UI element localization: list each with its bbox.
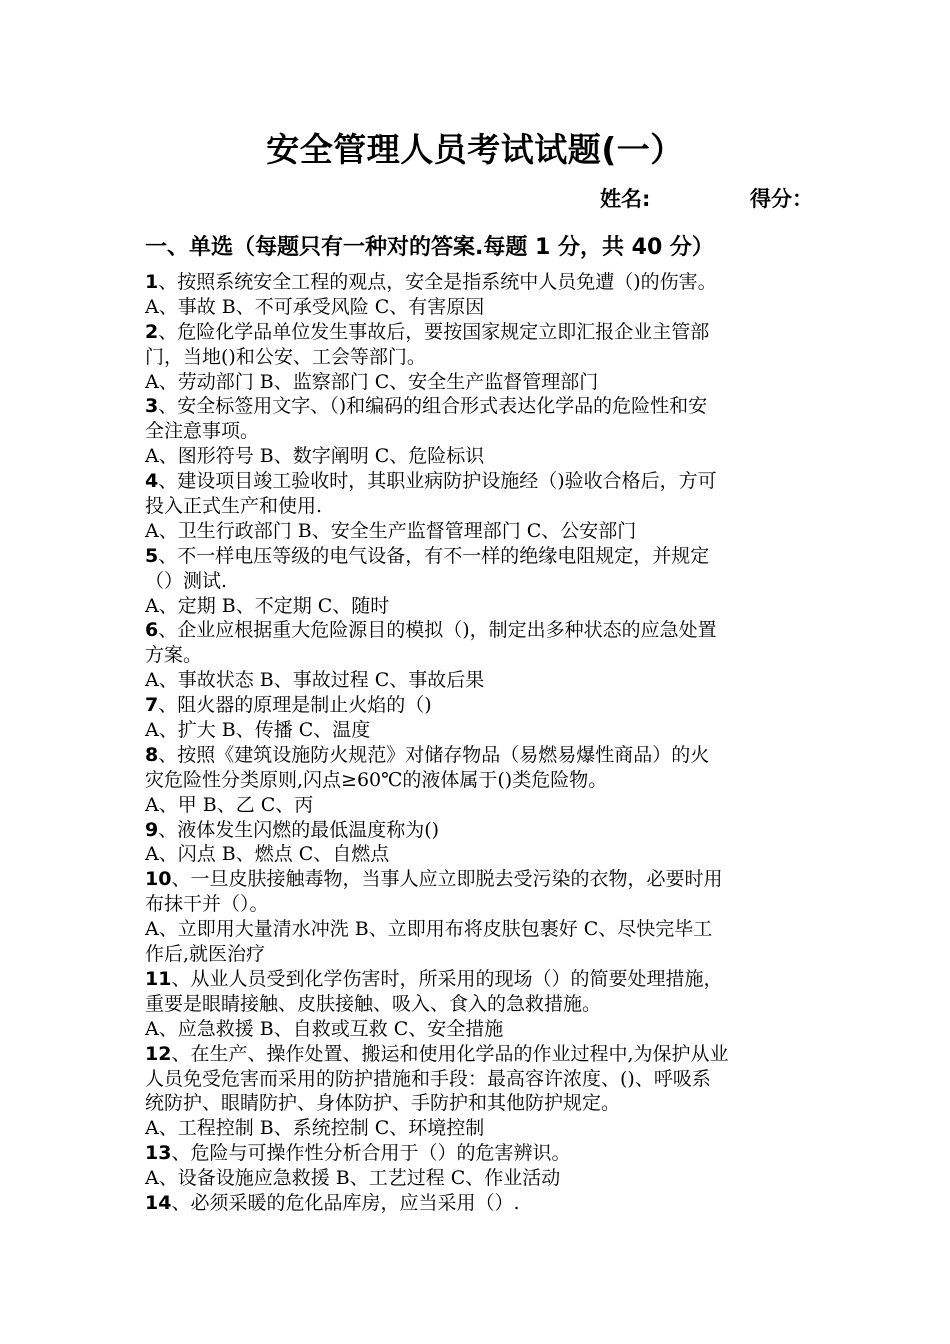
score-label: 得分： <box>750 187 813 211</box>
question-item <box>145 618 825 668</box>
line-text: A、设备设施应急救援 B、工艺过程 C、作业活动 <box>145 1167 561 1190</box>
line-text: 门，当地()和公安、工会等部门。 <box>145 345 426 368</box>
text-line <box>145 842 825 867</box>
answer-options <box>145 1017 825 1042</box>
line-text: A、事故状态 B、事故过程 C、事故后果 <box>145 669 485 692</box>
question-item <box>145 1042 825 1117</box>
question-number: 4 <box>145 470 159 493</box>
text-line <box>145 1042 825 1067</box>
line-text: 全注意事项。 <box>145 420 260 443</box>
question-number: 10 <box>145 868 172 891</box>
line-text: 、液体发生闪燃的最低温度称为() <box>158 818 440 841</box>
question-number: 8 <box>145 743 159 766</box>
line-text: 、安全标签用文字、（)和编码的组合形式表达化学品的危险性和安 <box>158 395 708 418</box>
exam-title: 安全管理人员考试试题(一） <box>266 130 684 169</box>
answer-options <box>145 370 825 395</box>
text-line <box>145 1017 825 1042</box>
line-text: 、企业应根据重大危险源目的模拟（)，制定出多种状态的应急处置 <box>158 619 717 642</box>
text-line <box>145 693 825 718</box>
line-text: 布抹干并（）。 <box>145 893 269 916</box>
line-text: A、图形符号 B、数字阐明 C、危险标识 <box>145 445 485 468</box>
line-text: 、一旦皮肤接触毒物，当事人应立即脱去受污染的衣物，必要时用 <box>171 868 723 891</box>
answer-options <box>145 917 825 967</box>
line-text: 、危险化学品单位发生事故后，要按国家规定立即汇报企业主管部 <box>158 320 710 343</box>
answer-options <box>145 718 825 743</box>
text-line <box>145 370 825 395</box>
question-item <box>145 743 825 793</box>
text-line <box>145 1091 825 1116</box>
question-item <box>145 1141 825 1166</box>
text-line <box>145 394 825 419</box>
line-text: A、应急救援 B、自救或互救 C、安全措施 <box>145 1017 504 1040</box>
question-item <box>145 818 825 843</box>
answer-options <box>145 295 825 320</box>
answer-options <box>145 444 825 469</box>
line-text: 投入正式生产和使用. <box>145 495 323 518</box>
question-item <box>145 693 825 718</box>
line-text: 重要是眼睛接触、皮肤接触、吸入、食入的急救措施。 <box>145 992 602 1015</box>
section-heading: 一、单选（每题只有一种对的答案.每题 1 分，共 40 分） <box>145 235 714 260</box>
line-text: A、定期 B、不定期 C、随时 <box>145 594 390 617</box>
line-text: 、在生产、操作处置、搬运和使用化学品的作业过程中,为保护从业 <box>171 1042 729 1065</box>
question-number: 11 <box>145 967 172 990</box>
answer-options <box>145 1166 825 1191</box>
name-score-row <box>600 184 815 214</box>
text-line <box>145 569 825 594</box>
line-text: 、建设项目竣工验收时，其职业病防护设施经（)验收合格后，方可 <box>158 470 717 493</box>
text-line <box>145 867 825 892</box>
line-text: 、按照《建筑设施防火规范》对储存物品（易燃易爆性商品）的火 <box>158 743 710 766</box>
question-number: 12 <box>145 1042 172 1065</box>
text-line <box>145 768 825 793</box>
line-text: A、事故 B、不可承受风险 C、有害原因 <box>145 295 485 318</box>
answer-options <box>145 842 825 867</box>
question-item <box>145 544 825 594</box>
question-number: 9 <box>145 818 159 841</box>
question-number: 14 <box>145 1191 172 1214</box>
text-line <box>145 1166 825 1191</box>
text-line <box>145 345 825 370</box>
text-line <box>145 743 825 768</box>
text-line <box>145 618 825 643</box>
text-line <box>145 594 825 619</box>
line-text: 人员免受危害而采用的防护措施和手段：最高容许浓度、()、呼吸系 <box>145 1067 711 1090</box>
line-text: A、卫生行政部门 B、安全生产监督管理部门 C、公安部门 <box>145 519 637 542</box>
question-item <box>145 394 825 444</box>
line-text: 统防护、眼睛防护、身体防护、手防护和其他防护规定。 <box>145 1092 621 1115</box>
text-line <box>145 519 825 544</box>
answer-options <box>145 793 825 818</box>
text-line <box>145 1191 825 1216</box>
question-item <box>145 469 825 519</box>
line-text: 灾危险性分类原则,闪点≥60℃的液体属于()类危险物。 <box>145 768 608 791</box>
text-line <box>145 917 825 942</box>
text-line <box>145 419 825 444</box>
text-line <box>145 668 825 693</box>
line-text: 、必须采暖的危化品库房，应当采用（）. <box>171 1191 520 1214</box>
text-line <box>145 1141 825 1166</box>
line-text: A、扩大 B、传播 C、温度 <box>145 719 371 742</box>
text-line <box>145 942 825 967</box>
question-number: 13 <box>145 1142 172 1165</box>
question-item <box>145 1191 825 1216</box>
line-text: 、按照系统安全工程的观点，安全是指系统中人员免遭（)的伤害。 <box>158 271 717 293</box>
text-line <box>145 718 825 743</box>
answer-options <box>145 519 825 544</box>
text-line <box>145 818 825 843</box>
question-number: 2 <box>145 320 159 343</box>
text-line <box>145 270 825 295</box>
line-text: A、甲 B、乙 C、丙 <box>145 793 314 816</box>
text-line <box>145 295 825 320</box>
question-number: 1 <box>145 271 159 293</box>
text-line <box>145 444 825 469</box>
question-number: 6 <box>145 619 159 642</box>
text-line <box>145 967 825 992</box>
text-line <box>145 643 825 668</box>
text-line <box>145 992 825 1017</box>
line-text: A、立即用大量清水冲洗 B、立即用布将皮肤包裹好 C、尽快完毕工 <box>145 918 713 941</box>
question-item <box>145 967 825 1017</box>
question-number: 5 <box>145 544 159 567</box>
question-number: 3 <box>145 395 159 418</box>
line-text: 作后,就医治疗 <box>145 943 266 966</box>
text-line <box>145 1067 825 1092</box>
answer-options <box>145 668 825 693</box>
answer-options <box>145 594 825 619</box>
line-text: 、从业人员受到化学伤害时，所采用的现场（）的简要处理措施， <box>171 967 723 990</box>
line-text: 、阻火器的原理是制止火焰的（) <box>158 694 432 717</box>
line-text: （）测试. <box>145 569 228 592</box>
text-line <box>145 494 825 519</box>
text-line <box>145 892 825 917</box>
question-list <box>145 270 825 1216</box>
text-line <box>145 320 825 345</box>
line-text: A、闪点 B、燃点 C、自燃点 <box>145 843 390 866</box>
line-text: A、工程控制 B、系统控制 C、环境控制 <box>145 1117 485 1140</box>
text-line <box>145 469 825 494</box>
question-item <box>145 270 825 295</box>
name-label: 姓名: <box>600 187 651 211</box>
line-text: 、危险与可操作性分析合用于（）的危害辨识。 <box>171 1142 571 1165</box>
line-text: A、劳动部门 B、监察部门 C、安全生产监督管理部门 <box>145 370 599 393</box>
text-line <box>145 793 825 818</box>
text-line <box>145 1116 825 1141</box>
text-line <box>145 544 825 569</box>
line-text: 、不一样电压等级的电气设备，有不一样的绝缘电阻规定，并规定 <box>158 544 710 567</box>
line-text: 方案。 <box>145 644 203 667</box>
question-item <box>145 867 825 917</box>
question-item <box>145 320 825 370</box>
question-number: 7 <box>145 694 159 717</box>
answer-options <box>145 1116 825 1141</box>
